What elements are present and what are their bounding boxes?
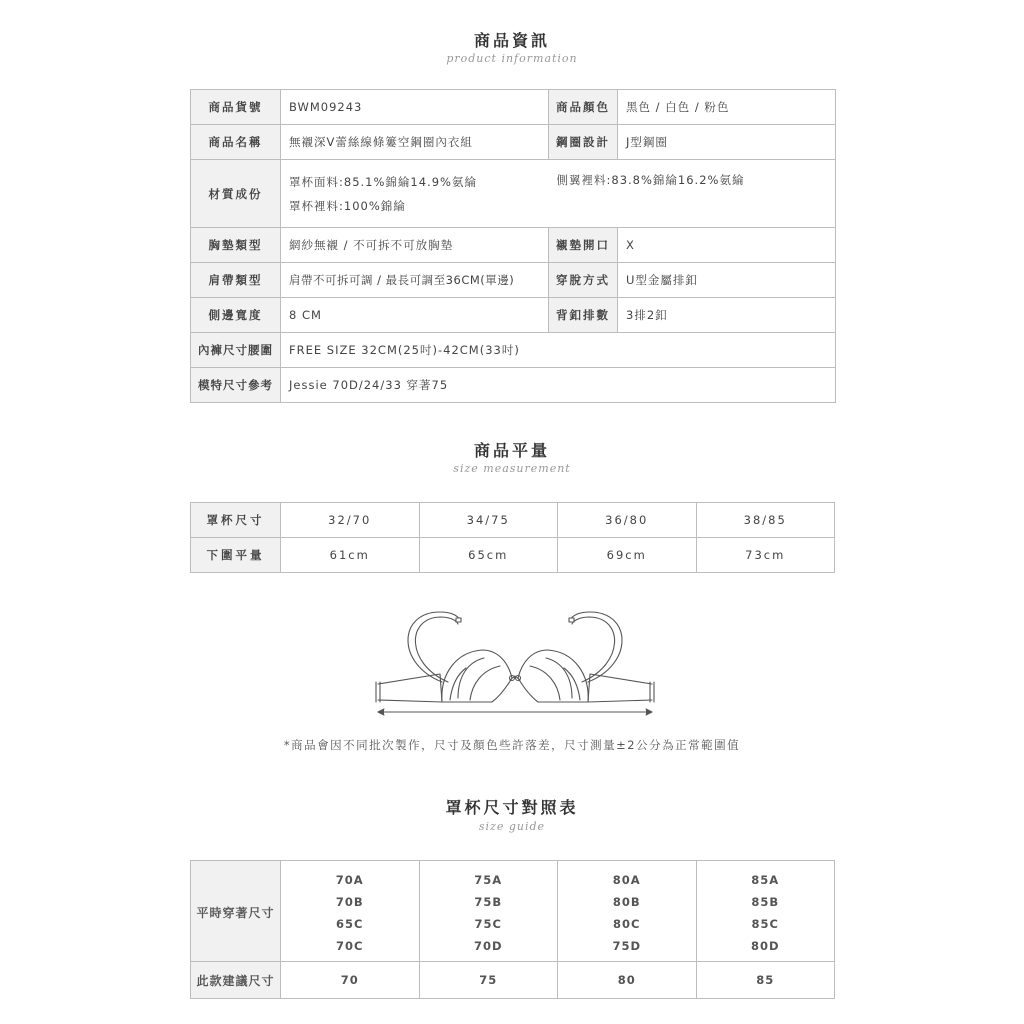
table-row bbox=[191, 228, 836, 263]
hook-label: 背釦排數 bbox=[549, 298, 618, 333]
sku-value: BWM09243 bbox=[281, 90, 549, 125]
wear-value: U型金屬排釦 bbox=[618, 263, 836, 298]
size-item: 70D bbox=[473, 939, 503, 953]
size-item: 80D bbox=[750, 939, 780, 953]
size-item: 85B bbox=[751, 895, 780, 909]
cup-size-cell: 36/80 bbox=[558, 503, 697, 538]
size-item: 80C bbox=[613, 917, 641, 931]
hook-value: 3排2釦 bbox=[618, 298, 836, 333]
bra-measurement-illustration bbox=[370, 604, 660, 720]
recommended-size-label: 此款建議尺寸 bbox=[191, 962, 281, 999]
pad-opening-value: X bbox=[618, 228, 836, 263]
recommended-size-cell: 80 bbox=[558, 962, 697, 999]
size-item: 75A bbox=[474, 873, 503, 887]
size-item: 85A bbox=[751, 873, 780, 887]
table-row bbox=[191, 263, 836, 298]
size-item: 75C bbox=[474, 917, 502, 931]
underbust-cell: 65cm bbox=[419, 538, 558, 573]
table-row bbox=[191, 298, 836, 333]
wire-value: J型鋼圈 bbox=[618, 125, 836, 160]
panty-value: FREE SIZE 32CM(25吋)-42CM(33吋) bbox=[281, 333, 836, 368]
product-info-table bbox=[190, 89, 836, 403]
underbust-label: 下圍平量 bbox=[191, 538, 281, 573]
cup-size-cell: 32/70 bbox=[281, 503, 420, 538]
size-item: 75D bbox=[612, 939, 642, 953]
material-label: 材質成份 bbox=[191, 160, 281, 228]
strap-label: 肩帶類型 bbox=[191, 263, 281, 298]
size-guide-subtitle: size guide bbox=[478, 820, 546, 833]
product-info-title: 商品資訊 bbox=[473, 31, 550, 50]
table-row bbox=[191, 503, 835, 538]
sku-label: 商品貨號 bbox=[191, 90, 281, 125]
underbust-cell: 73cm bbox=[696, 538, 835, 573]
table-row bbox=[191, 538, 835, 573]
size-guide-table bbox=[190, 860, 835, 999]
strap-value: 肩帶不可拆可調 / 最長可調至36CM(單邊) bbox=[281, 263, 549, 298]
underbust-cell: 69cm bbox=[558, 538, 697, 573]
side-width-value: 8 CM bbox=[281, 298, 549, 333]
size-measure-title: 商品平量 bbox=[473, 441, 550, 460]
wire-label: 鋼圈設計 bbox=[549, 125, 618, 160]
table-row bbox=[191, 160, 836, 228]
usual-size-cell bbox=[281, 861, 420, 962]
color-value: 黑色 / 白色 / 粉色 bbox=[618, 90, 836, 125]
size-measure-subtitle: size measurement bbox=[453, 462, 571, 475]
recommended-size-cell: 70 bbox=[281, 962, 420, 999]
size-item: 85C bbox=[751, 917, 779, 931]
cup-size-cell: 34/75 bbox=[419, 503, 558, 538]
table-row bbox=[191, 368, 836, 403]
pad-opening-label: 襯墊開口 bbox=[549, 228, 618, 263]
material-cup-lining: 罩杯裡料:100%錦綸 bbox=[289, 198, 406, 213]
size-measure-table bbox=[190, 502, 835, 573]
size-item: 70A bbox=[335, 873, 364, 887]
usual-size-cell bbox=[558, 861, 697, 962]
color-label: 商品顏色 bbox=[549, 90, 618, 125]
cup-size-label: 罩杯尺寸 bbox=[191, 503, 281, 538]
size-item: 80B bbox=[612, 895, 641, 909]
name-value: 無襯深V蕾絲線條簍空鋼圈內衣組 bbox=[281, 125, 549, 160]
material-side: 側翼裡料:83.8%錦綸16.2%氨綸 bbox=[556, 173, 745, 187]
recommended-size-cell: 75 bbox=[419, 962, 558, 999]
model-label: 模特尺寸參考 bbox=[191, 368, 281, 403]
size-item: 75B bbox=[474, 895, 503, 909]
size-guide-title: 罩杯尺寸對照表 bbox=[445, 798, 579, 817]
measurement-note: *商品會因不同批次製作，尺寸及顏色些許落差，尺寸測量±2公分為正常範圍值 bbox=[283, 738, 741, 752]
table-row bbox=[191, 90, 836, 125]
usual-size-cell bbox=[419, 861, 558, 962]
recommended-size-cell: 85 bbox=[696, 962, 835, 999]
model-value: Jessie 70D/24/33 穿著75 bbox=[281, 368, 836, 403]
table-row bbox=[191, 125, 836, 160]
side-width-label: 側邊寬度 bbox=[191, 298, 281, 333]
usual-size-label: 平時穿著尺寸 bbox=[191, 861, 281, 962]
table-row bbox=[191, 962, 835, 999]
pad-label: 胸墊類型 bbox=[191, 228, 281, 263]
panty-label: 內褲尺寸腰圍 bbox=[191, 333, 281, 368]
size-item: 70C bbox=[336, 939, 364, 953]
table-row bbox=[191, 333, 836, 368]
cup-size-cell: 38/85 bbox=[696, 503, 835, 538]
wear-label: 穿脫方式 bbox=[549, 263, 618, 298]
underbust-cell: 61cm bbox=[281, 538, 420, 573]
name-label: 商品名稱 bbox=[191, 125, 281, 160]
product-info-subtitle: product information bbox=[446, 52, 578, 65]
pad-value: 網紗無襯 / 不可拆不可放胸墊 bbox=[281, 228, 549, 263]
size-item: 70B bbox=[335, 895, 364, 909]
material-cup-fabric: 罩杯面料:85.1%錦綸14.9%氨綸 bbox=[289, 174, 477, 189]
usual-size-cell bbox=[696, 861, 835, 962]
size-item: 80A bbox=[612, 873, 641, 887]
table-row bbox=[191, 861, 835, 962]
size-item: 65C bbox=[336, 917, 364, 931]
